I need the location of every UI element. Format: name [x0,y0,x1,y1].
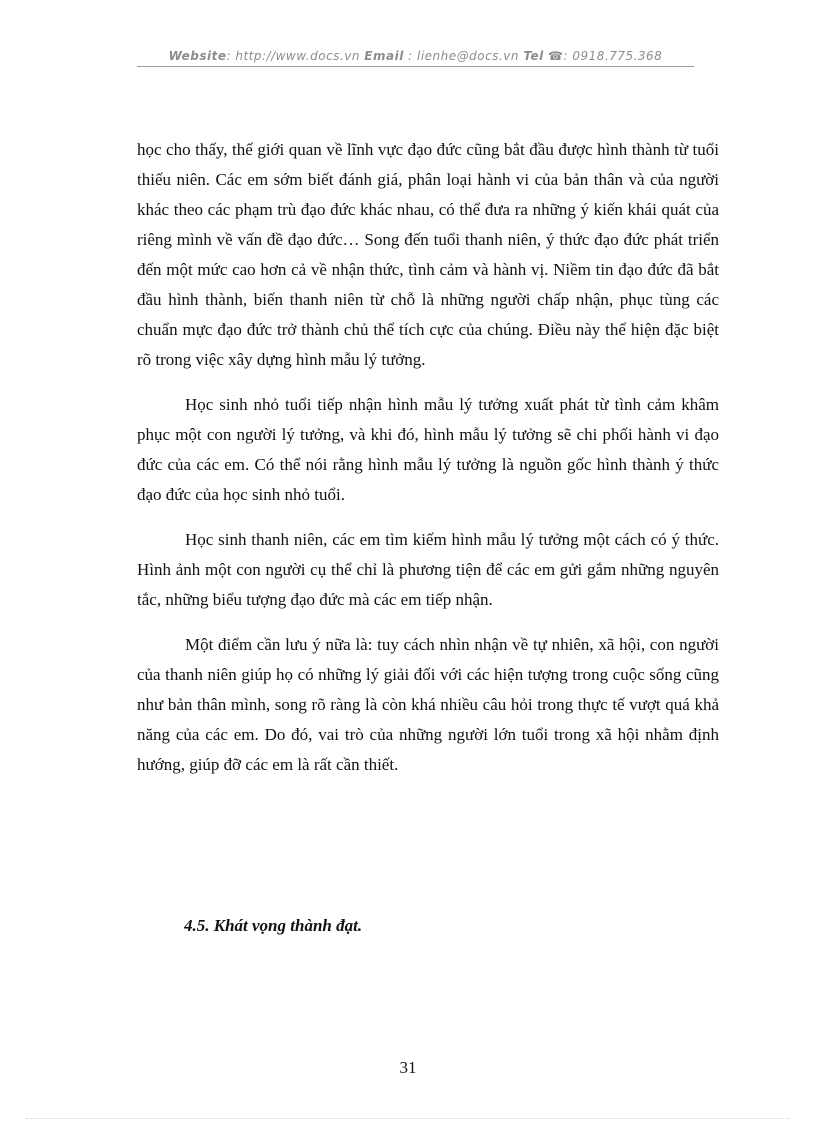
paragraph-4: Một điểm cần lưu ý nữa là: tuy cách nhìn nhận về tự nhiên, xã hội, con người của thanh niên giúp họ có những lý giải đối với các hiện tượng trong cuộc sống cũng như bản thân mình, song rõ ràng là còn khá nhiều câu hỏi trong thực tế vượt quá khả năng của các em. Do đó, vai trò của những người lớn tuổi trong xã hội nhằm định hướng, giúp đỡ các em là rất cần thiết. [137,635,719,774]
paragraph-3: Học sinh thanh niên, các em tìm kiếm hình mẫu lý tưởng một cách có ý thức. Hình ảnh một con người cụ thể chỉ là phương tiện để các em gửi gắm những nguyên tắc, những biểu tượng đạo đức mà các em tiếp nhận. [137,530,719,609]
page-number: 31 [399,1058,417,1077]
document-body [137,135,719,795]
section-heading: 4.5. Khát vọng thành đạt. [184,916,363,935]
website-value: : http://www.docs.vn [226,49,360,63]
bottom-divider [26,1118,790,1119]
tel-value: ☎: 0918.775.368 [548,49,663,63]
email-label: Email [364,49,404,63]
website-label: Website [168,49,227,63]
tel-label: Tel [523,49,544,63]
paragraph-2: Học sinh nhỏ tuổi tiếp nhận hình mẫu lý tưởng xuất phát từ tình cảm khâm phục một con người lý tưởng, và khi đó, hình mẫu lý tưởng sẽ chi phối hành vi đạo đức của các em. Có thể nói rằng hình mẫu lý tưởng là nguồn gốc hình thành ý thức đạo đức của học sinh nhỏ tuổi. [137,395,719,504]
paragraph-1: học cho thấy, thế giới quan về lĩnh vực đạo đức cũng bắt đầu được hình thành từ tuổi thiếu niên. Các em sớm biết đánh giá, phân loại hành vi của bản thân và của người khác theo các phạm trù đạo đức khác nhau, có thể đưa ra những ý kiến khái quát của riêng mình về vấn đề đạo đức… Song đến tuổi thanh niên, ý thức đạo đức phát triển đến một mức cao hơn cả về nhận thức, tình cảm và hành vị. Niềm tin đạo đức đã bắt đầu hình thành, biến thanh niên từ chỗ là những người chấp nhận, phục tùng các chuẩn mực đạo đức trở thành chủ thể tích cực của chúng. Điều này thể hiện đặc biệt rõ trong việc xây dựng hình mẫu lý tưởng. [137,140,719,369]
email-value: : lienhe@docs.vn [408,49,519,63]
page-header [137,46,694,67]
